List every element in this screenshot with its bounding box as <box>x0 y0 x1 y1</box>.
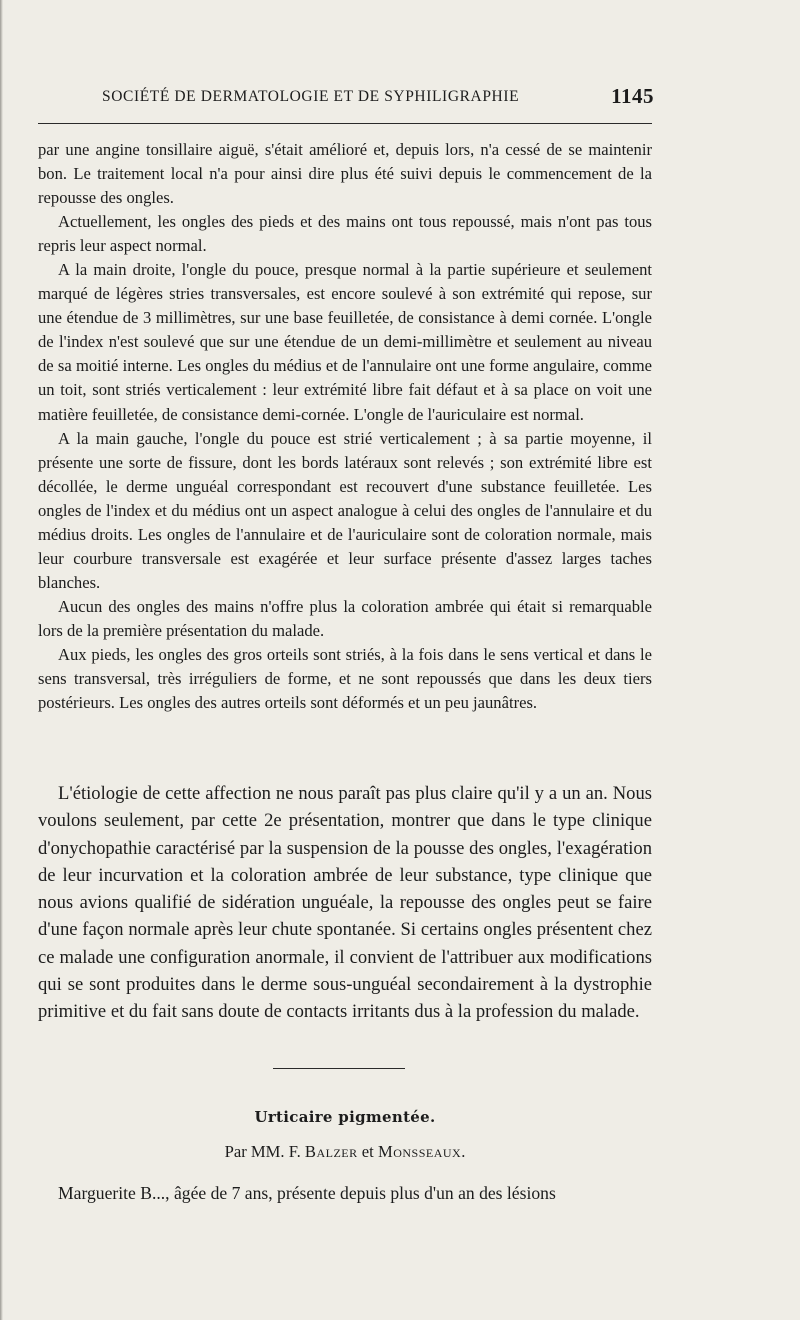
paragraph: L'étiologie de cette affection ne nous paraît pas plus claire qu'il y a un an. Nous voulons seulement, par cette 2e présentation, montrer que dans le type clinique d'onychopathie caractérisé par la suspension de la pousse des ongles, l'exagération de leur incurvation et la coloration ambrée de leur substance, type clinique que nous avions qualifié de sidération unguéale, la repousse des ongles peut se faire d'une façon normale après leur chute spontanée. Si certains ongles présentent chez ce malade une configuration anormale, il convient de l'attribuer aux modifications qui se sont produites dans le derme sous-unguéal secondairement à la dystrophie primitive et du fait sans doute de contacts irritants dus à la profession du malade. <box>38 783 652 1023</box>
header-rule <box>38 123 652 124</box>
paragraph: Aucun des ongles des mains n'offre plus la coloration ambrée qui était si remarquable lors de la première présentation du malade. <box>38 596 652 640</box>
authors-prefix: Par MM. F. <box>224 1142 301 1161</box>
authors-suffix: . <box>461 1142 466 1161</box>
paragraph: Aux pieds, les ongles des gros orteils sont striés, à la fois dans le sens vertical et dans le sens transversal, très irréguliers de forme, et ne sont repoussés que dans les deux tiers postérieurs. Les ongles des autres orteils sont déformés et un peu jaunâtres. <box>38 644 652 713</box>
paragraph: Actuellement, les ongles des pieds et des mains ont tous repoussé, mais n'ont pas tous repris leur aspect normal. <box>38 212 652 256</box>
page-edge-shadow <box>0 0 3 1320</box>
authors-join: et <box>361 1142 374 1161</box>
page-number: 1145 <box>611 84 654 108</box>
header-title: SOCIÉTÉ DE DERMATOLOGIE ET DE SYPHILIGRAPHIE <box>102 88 520 105</box>
running-header <box>38 84 654 114</box>
paragraph: A la main droite, l'ongle du pouce, presque normal à la partie supérieure et seulement marqué de légères stries transversales, est encore soulevé à son extrémité qui repose, sur une étendue de 3 millimètres, sur une base feuilletée, de consistance à demi cornée. L'ongle de l'index n'est soulevé que sur une étendue de un demi-millimètre et seulement au niveau de sa moitié interne. Les ongles du médius et de l'annulaire ont une forme angulaire, comme un toit, sont striés verticalement : leur extrémité libre fait défaut et à sa place on voit une matière feuilletée, de consistance demi-cornée. L'ongle de l'auriculaire est normal. <box>38 260 652 424</box>
discussion <box>38 780 652 1026</box>
paragraph: A la main gauche, l'ongle du pouce est strié verticalement ; à sa partie moyenne, il présente une sorte de fissure, dont les bords latéraux sont relevés ; son extrémité libre est décollée, le derme unguéal correspondant est recouvert d'une substance feuilletée. Les ongles de l'index et du médius ont un aspect analogue à celui des ongles de l'annulaire et du médius droits. Les ongles de l'annulaire et de l'auriculaire sont de coloration normale, mais leur courbure transversale est exagérée et leur surface présente d'assez larges taches blanches. <box>38 428 652 592</box>
case-description <box>38 138 652 715</box>
paragraph: par une angine tonsillaire aiguë, s'était amélioré et, depuis lors, n'a cessé de se maintenir bon. Le traitement local n'a pour ainsi dire plus été suivi depuis le commencement de la repousse des ongles. <box>38 140 652 208</box>
section-first-line: Marguerite B..., âgée de 7 ans, présente depuis plus d'un an des lésions <box>58 1183 556 1203</box>
author-name: Balzer <box>304 1142 358 1161</box>
authors-line <box>38 1142 652 1162</box>
section-title: Urticaire pigmentée. <box>254 1108 436 1126</box>
author-name: Monsseaux <box>377 1142 462 1161</box>
section-divider <box>273 1068 405 1069</box>
